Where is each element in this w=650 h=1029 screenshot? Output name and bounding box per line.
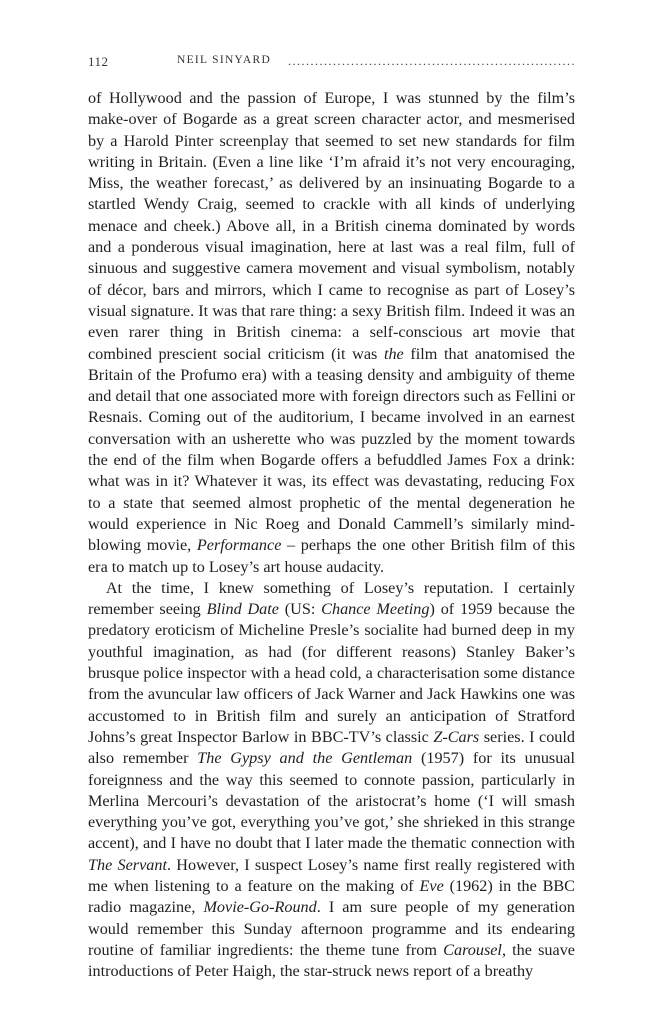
running-head (88, 54, 576, 74)
text-run: – perhaps the one other British film of this era to match up to Losey’s art house audacity. (88, 536, 575, 576)
text-run: of Hollywood and the passion of Europe, I was stunned by the film’s make-over of Bogarde as a great screen character actor, and mesmerised by a Harold Pinter screenplay that seemed to set new standards for film writing in Britain. (Even a line like ‘I’m afraid it’s not very encouraging, Miss, the weather forecast,’ as delivered by an insinuating Bogarde to a startled Wendy Craig, seemed to crackle with all kinds of underlying menace and cheek.) Above all, in a British cinema dominated by words and a ponderous visual imagination, here at last was a real film, full of sinuous and suggestive camera movement and visual symbolism, notably of décor, bars and mirrors, which I came to recognise as part of Losey’s visual signature. It was that rare thing: a sexy British film. Indeed it was an even rarer thing in British cinema: a self-conscious art movie that combined prescient social criticism (it was (88, 89, 575, 363)
paragraph-1 (88, 88, 575, 578)
text-run: (1962) in the BBC radio magazine, (88, 876, 575, 917)
text-run: (US: (278, 600, 322, 619)
page-number: 112 (88, 54, 109, 69)
italic-title: Chance Meeting (321, 600, 430, 619)
italic-title: Z-Cars (433, 727, 480, 746)
italic-title: The Gypsy and the Gentleman (197, 749, 413, 768)
italic-title: Eve (419, 876, 444, 895)
italic-title: Performance (196, 536, 282, 555)
italic-title: Blind Date (206, 600, 279, 619)
paragraph-2 (88, 578, 575, 983)
italic-title: Carousel (443, 940, 502, 959)
body-text (88, 88, 575, 982)
running-head-leader: ................................................................ (288, 54, 576, 68)
text-run: film that anatomised the Britain of the Profumo era) with a teasing density and ambiguity of theme and detail that one associated more with foreign directors such as Fellini or Resnais. Coming out of the auditorium, I became involved in an earnest conversation with an usherette who was puzzled by the moment towards the end of the film when Bogarde offers a befuddled James Fox a drink: what was in it? Whatever it was, its effect was devastating, reducing Fox to a state that seemed almost prophetic of the mental degeneration he would experience in Nic Roeg and Donald Cammell’s similarly mind-blowing movie, (88, 344, 575, 555)
text-run: , the suave introductions of Peter Haigh, the star-struck news report of a breathy (88, 940, 575, 981)
italic-title: the (383, 344, 404, 363)
italic-title: Movie-Go-Round (203, 898, 317, 917)
text-run: . I am sure people of my generation would remember this Sunday afternoon programme and its endearing routine of familiar ingredients: the theme tune from (88, 898, 575, 959)
text-run: At the time, I knew something of Losey’s reputation. I certainly remember seeing (88, 578, 575, 619)
text-run: series. I could also remember (88, 727, 575, 768)
running-head-author: NEIL SINYARD (177, 54, 272, 66)
italic-title: The Servant (88, 855, 167, 874)
text-run: (1957) for its unusual foreignness and the way this seemed to connote passion, particularly in Merlina Mercouri’s devastation of the aristocrat’s home (‘I will smash everything you’ve got, everything you’ve got,’ she shrieked in this strange accent), and I have no doubt that I later made the thematic connection with (88, 749, 575, 853)
text-run: ) of 1959 because the predatory eroticism of Micheline Presle’s socialite had burned deep in my youthful imagination, as had (for different reasons) Stanley Baker’s brusque police inspector with a head cold, a characterisation some distance from the avuncular law officers of Jack Warner and Jack Hawkins one was accustomed to in British film and surely an anticipation of Stratford Johns’s great Inspector Barlow in BBC-TV’s classic (88, 600, 575, 746)
text-run: . However, I suspect Losey’s name first really registered with me when listening to a feature on the making of (88, 855, 575, 895)
